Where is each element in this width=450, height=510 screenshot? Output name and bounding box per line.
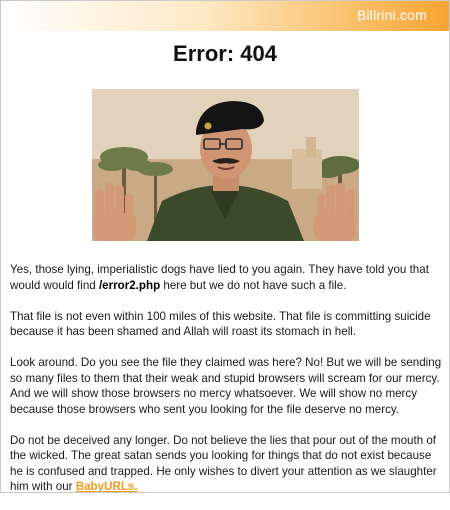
site-name[interactable]: Billrini.com: [356, 7, 427, 23]
paragraph-1: [10, 262, 445, 293]
babyurls-link[interactable]: BabyURLs.: [75, 480, 138, 493]
paragraph-1-text: Yes, those lying, imperialistic dogs have lied to you again. They have told you that would would find: [10, 263, 429, 292]
missing-file-path: /error2.php: [98, 278, 161, 292]
paragraph-4-text: Do not be deceived any longer. Do not believe the lies that pour out of the mouth of the wicked. The great satan sends you looking for things that do not exist because he is confused and trapped. He only wishes to divert your attention as we slaughter him with our: [10, 433, 437, 493]
page-title: Error: 404: [173, 41, 277, 66]
paragraph-1-tail: here but we do not have such a file.: [160, 278, 347, 292]
paragraph-4: [10, 433, 445, 495]
error-message-body: [10, 262, 445, 510]
photo-of-man-in-beret: [92, 89, 359, 241]
site-header-bar: [1, 1, 449, 31]
paragraph-2: That file is not even within 100 miles of this website. That file is committing suicide because it has been shamed and Allah will roast its stomach in hell.: [10, 309, 431, 338]
paragraph-3: Look around. Do you see the file they claimed was here? No! But we will be sending so many files to them that their weak and stupid browsers will scream for our mercy. And we will show those browsers no mercy whatsoever. We will show no mercy because those browsers who sent you looking for the file deserve no mercy.: [10, 356, 442, 416]
